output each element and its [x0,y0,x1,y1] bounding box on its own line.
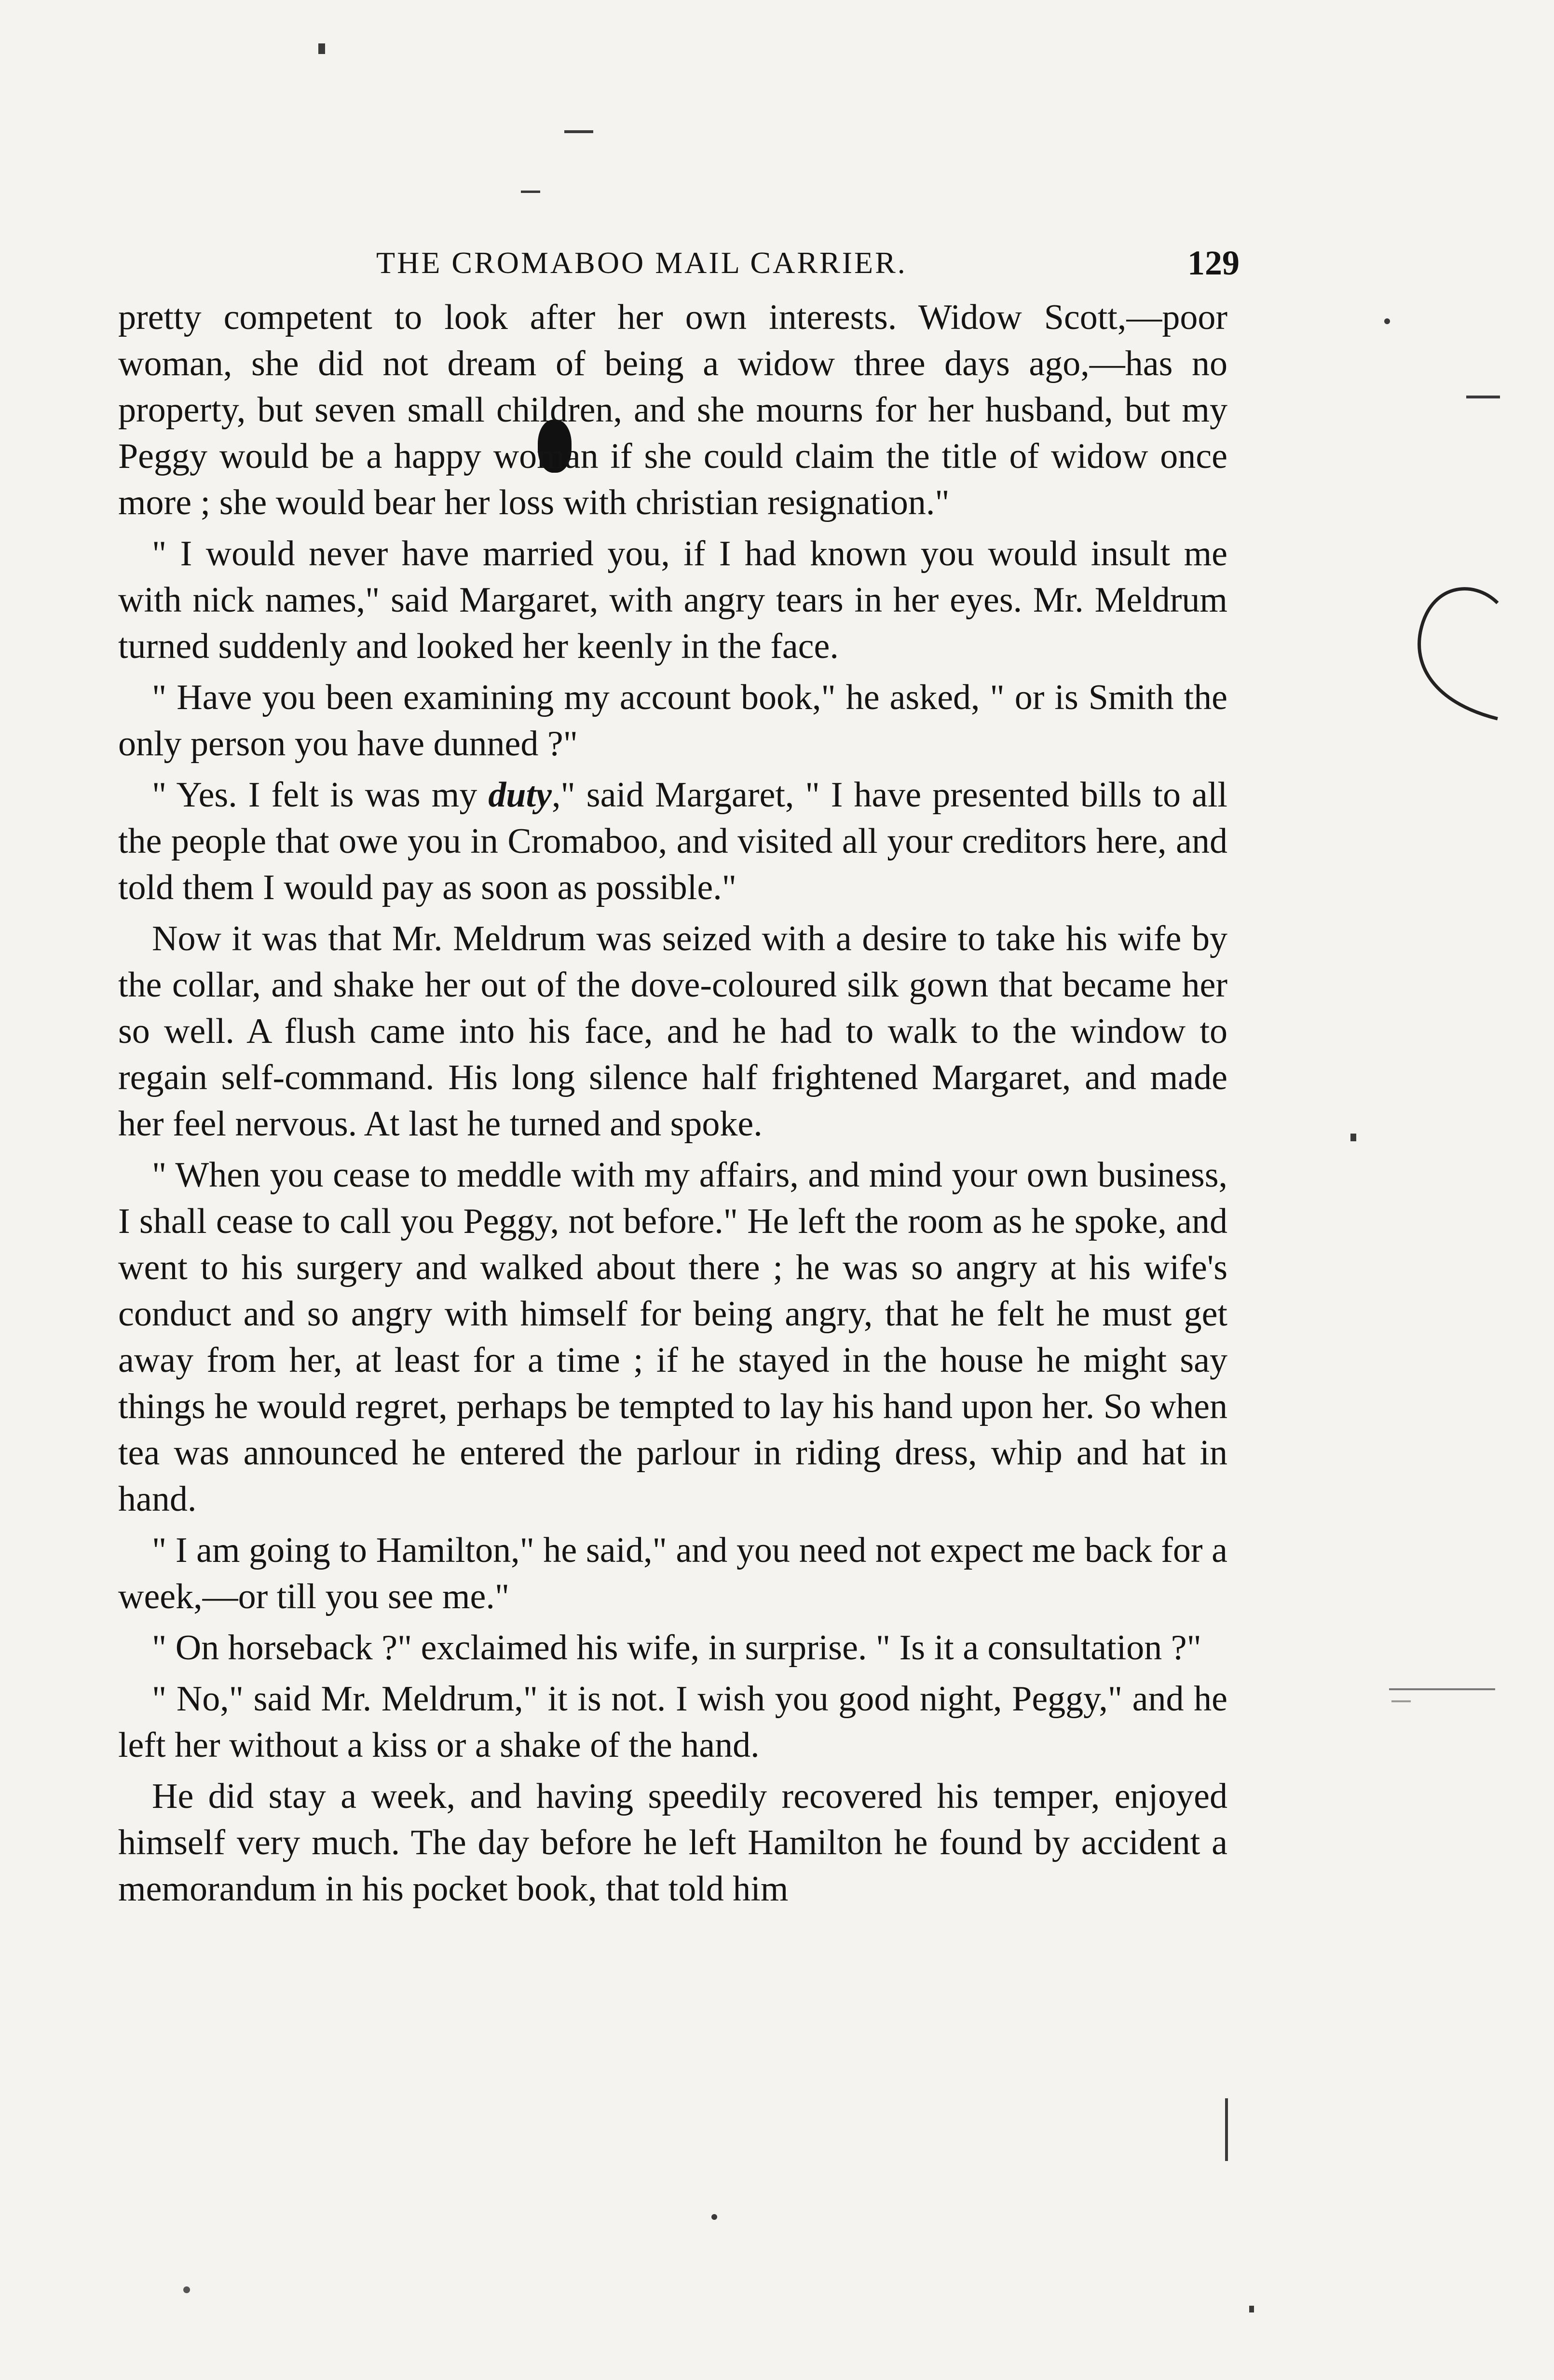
paragraph-9: " No," said Mr. Meldrum," it is not. I wish you good night, Peggy," and he left her without a kiss or a shake of the hand. [118,1679,1227,1765]
scan-speck [711,2214,717,2220]
paragraph-6: " When you cease to meddle with my affairs, and mind your own business, I shall cease to call you Peggy, not before." He left the room as he spoke, and went to his surgery and walked about there ; he was so angry at his wife's conduct and so angry with himself for being angry, that he felt he must get away from her, at least for a time ; if he stayed in the house he might say things he would regret, perhaps be tempted to lay his hand upon her. So when tea was announced he entered the parlour in riding dress, whip and hat in hand. [118,1155,1227,1519]
paragraph-2: " I would never have married you, if I had known you would insult me with nick names," said Margaret, with angry tears in her eyes. Mr. Meldrum turned suddenly and looked her keenly in the face. [118,534,1227,666]
paragraph-4 [118,772,1227,911]
scan-speck [1466,396,1500,398]
scan-speck [1391,1700,1411,1702]
paragraph-5: Now it was that Mr. Meldrum was seized with a desire to take his wife by the collar, and shake her out of the dove-coloured silk gown that became her so well. A flush came into his face, and he had to walk to the window to regain self-command. His long silence half frightened Margaret, and made her feel nervous. At last he turned and spoke. [118,919,1227,1144]
page-header [116,241,1240,285]
scan-speck [1249,2306,1254,2312]
scan-speck [564,130,593,133]
body-text [118,294,1227,1917]
page-number: 129 [1187,244,1240,282]
paragraph-4-end: ," said Margaret, " I have presented bills to all the people that owe you in Cromaboo, and visited all your creditors here, and told them I would pay as soon as possible." [118,775,1227,907]
margin-curve-mark [1401,574,1517,738]
scan-speck [1389,1688,1495,1690]
paragraph-7: " I am going to Hamilton," he said," and you need not expect me back for a week,—or till you see me." [118,1531,1227,1616]
paragraph-1: pretty competent to look after her own interests. Widow Scott,—poor woman, she did not dream of being a widow three days ago,—has no property, but seven small children, and she mourns for her husband, but my Peggy would be a happy woman if she could claim the title of widow once more ; she would bear her loss with christian resignation." [118,298,1227,522]
paragraph-3: " Have you been examining my account book," he asked, " or is Smith the only person you have dunned ?" [118,678,1227,764]
scan-speck [1350,1134,1356,1141]
emphasized-word-duty: duty [488,775,552,815]
scan-speck [1225,2098,1228,2161]
paragraph-8: " On horseback ?" exclaimed his wife, in surprise. " Is it a consultation ?" [152,1628,1201,1668]
scan-speck [183,2286,190,2293]
paragraph-4-start: " Yes. I felt is was my [152,775,489,815]
scan-speck [1384,318,1390,324]
running-title: THE CROMABOO MAIL CARRIER. [376,246,907,280]
scan-speck [521,191,540,193]
paragraph-10: He did stay a week, and having speedily recovered his temper, enjoyed himself very much. The day before he left Hamilton he found by accident a memorandum in his pocket book, that told him [118,1777,1227,1909]
scan-speck [318,43,325,54]
